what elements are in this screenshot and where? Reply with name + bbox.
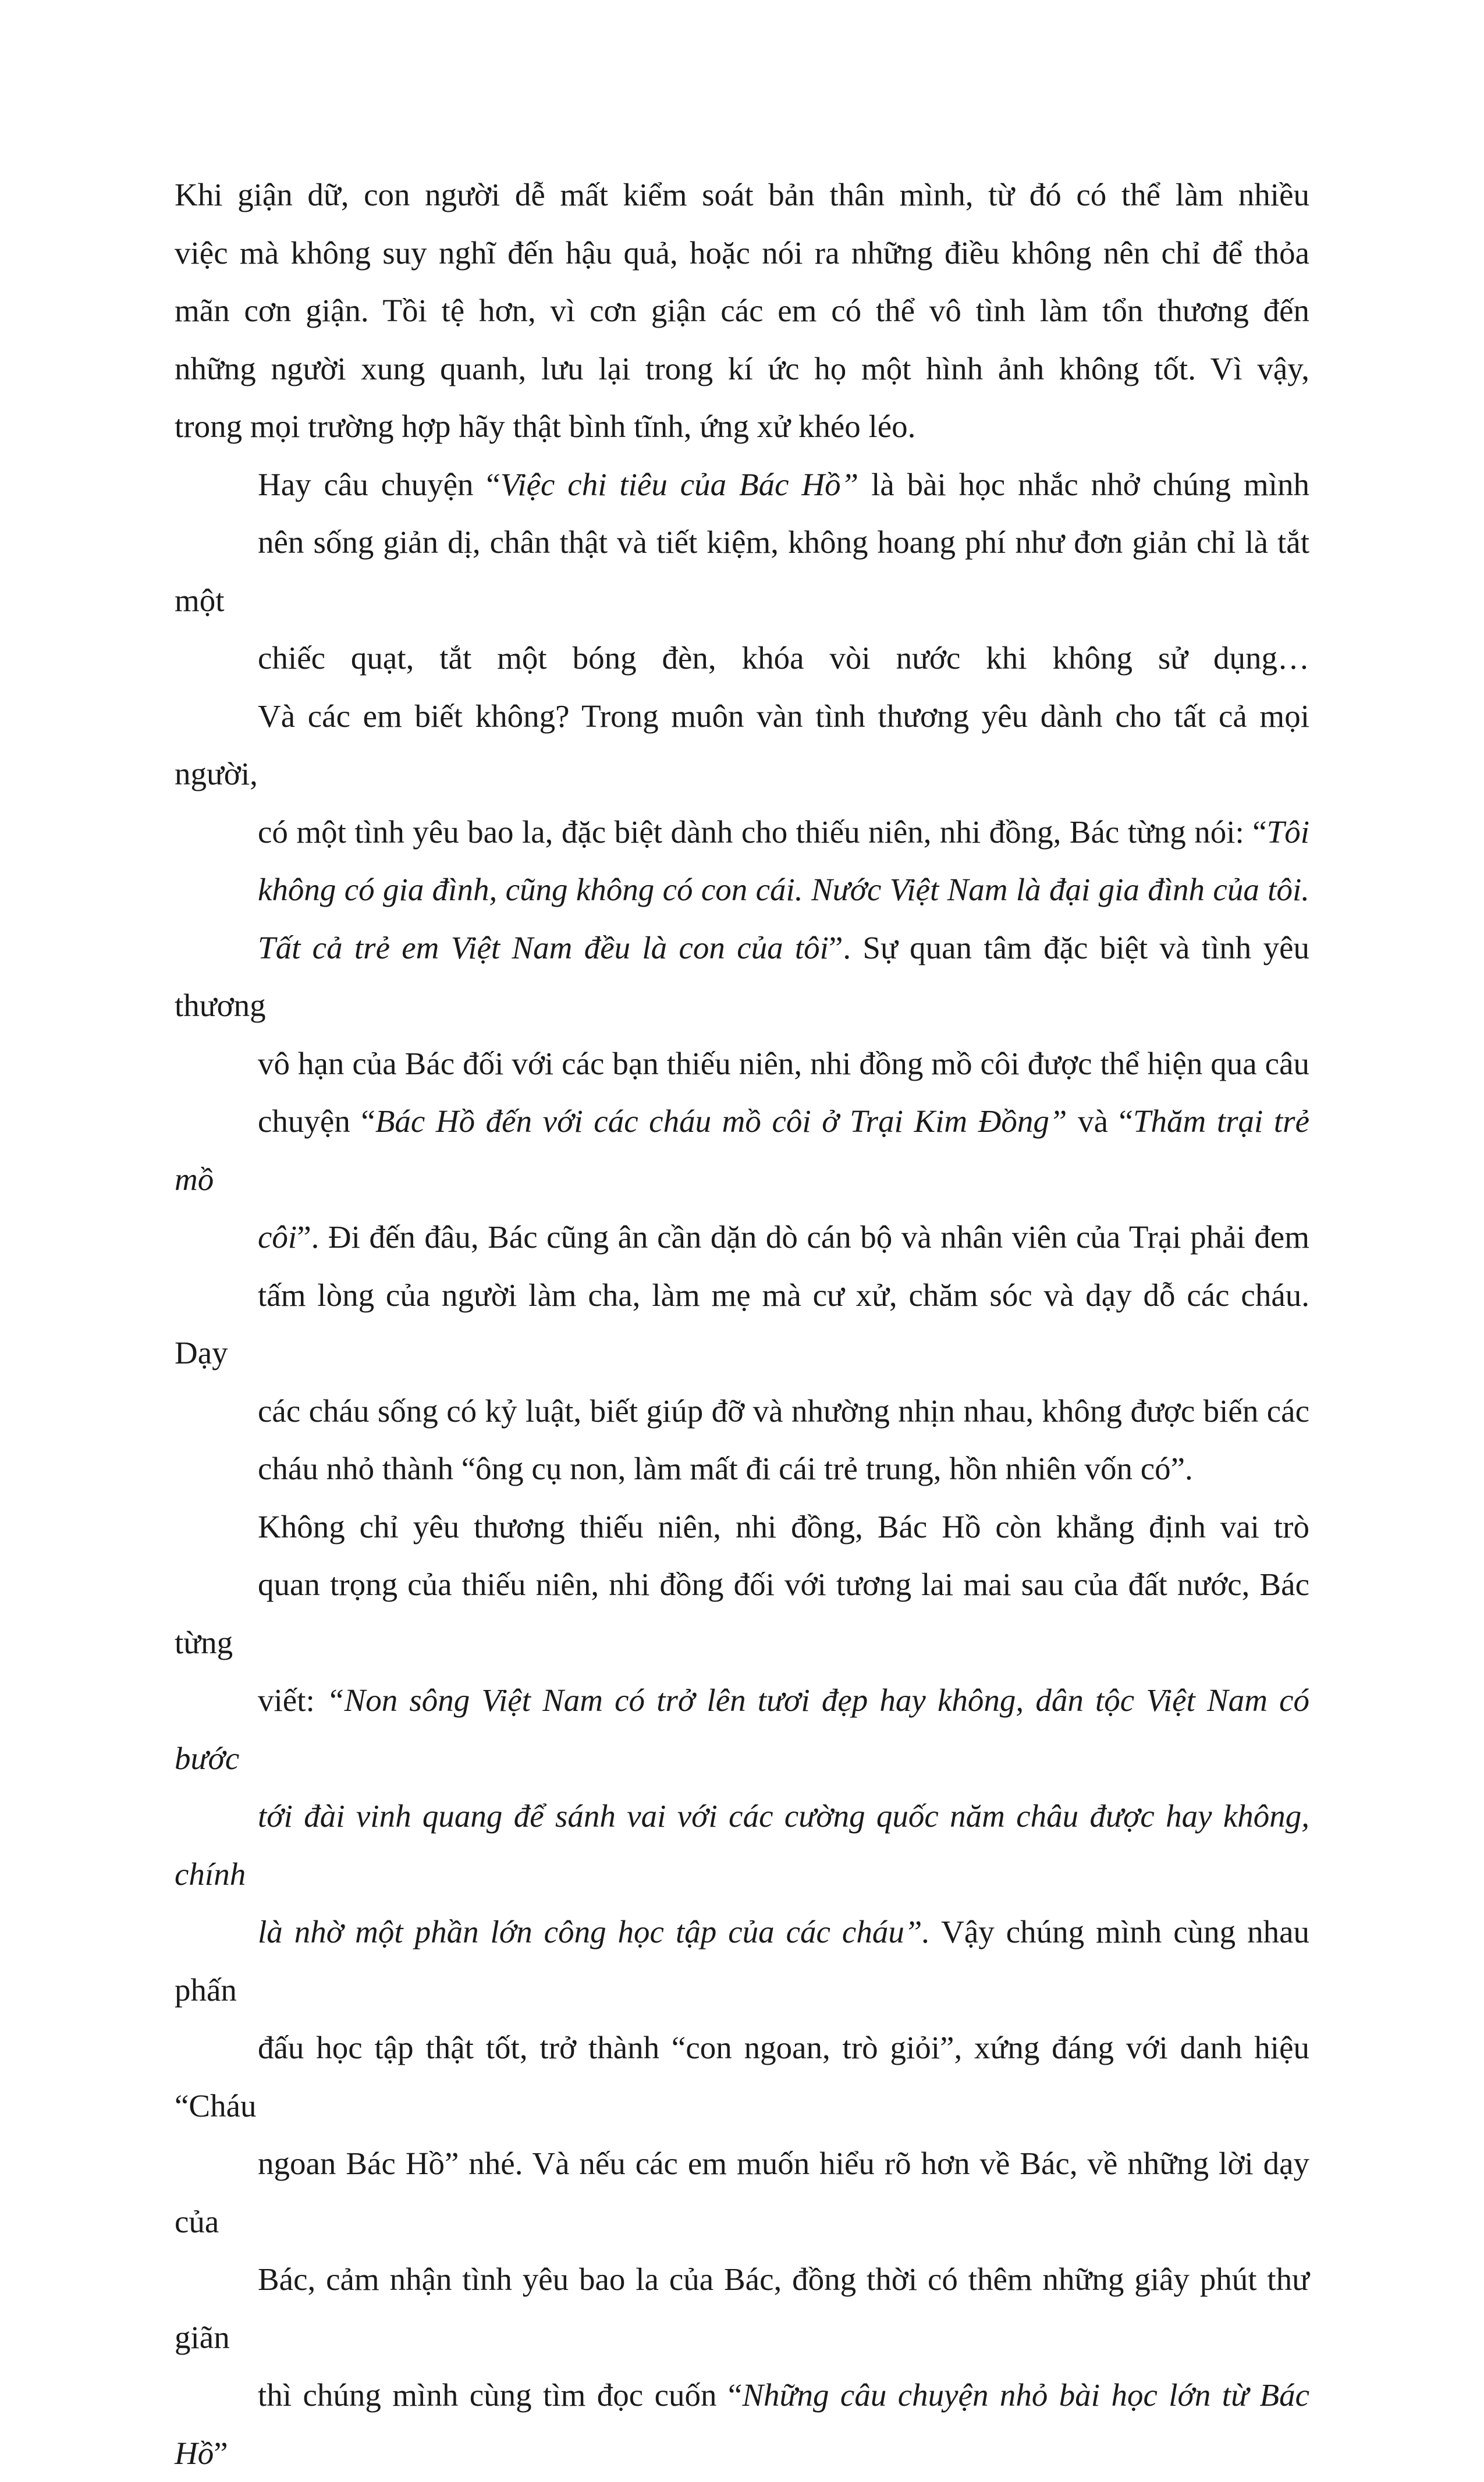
text-segment: nên sống giản dị, chân thật và tiết kiệm, không hoang phí như đơn giản chỉ là tắt một — [175, 524, 1309, 618]
text-segment: Khi giận dữ, con người dễ mất kiểm soát bản thân mình, từ đó có thể làm nhiều — [175, 177, 1309, 212]
text-line — [175, 2250, 1309, 2366]
italic-text: Tôi — [1267, 814, 1309, 850]
text-line — [175, 1556, 1309, 1671]
text-segment: đấu học tập thật tốt, trở thành “con ngoan, trò giỏi”, xứng đáng với danh hiệu “Cháu — [175, 2030, 1309, 2124]
text-segment: Không chỉ yêu thương thiếu niên, nhi đồng, Bác Hồ còn khẳng định vai trò — [258, 1509, 1309, 1544]
text-line — [175, 919, 1309, 1035]
text-segment: viết: — [258, 1682, 326, 1718]
text-line — [175, 2366, 1309, 2482]
italic-text: Những câu chuyện nhỏ bài học lớn từ Bác Hồ — [175, 2377, 1309, 2471]
italic-text: là nhờ một phần lớn công học tập của các cháu”. — [258, 1914, 930, 1950]
text-segment: Hay câu chuyện “ — [258, 467, 500, 502]
text-segment: mãn cơn giận. Tồi tệ hơn, vì cơn giận các em có thể vô tình làm tổn thương đến — [175, 293, 1309, 328]
text-line — [175, 1671, 1309, 1787]
text-segment: là bài học nhắc nhở chúng mình — [858, 467, 1309, 502]
text-line — [175, 1787, 1309, 1903]
text-segment: trong mọi trường hợp hãy thật bình tĩnh, ứng xử khéo léo. — [175, 409, 915, 444]
text-line — [175, 513, 1309, 629]
italic-text: Bác Hồ đến với các cháu mồ côi ở Trại Kim Đồng” — [375, 1103, 1067, 1139]
text-segment: các cháu sống có kỷ luật, biết giúp đỡ và nhường nhịn nhau, không được biến các — [258, 1393, 1309, 1429]
paragraph-spending-and-orphans — [175, 456, 1309, 1498]
text-segment: vô hạn của Bác đối với các bạn thiếu niên, nhi đồng mồ côi được thể hiện qua câu — [258, 1046, 1309, 1081]
text-segment: chuyện “ — [258, 1103, 375, 1139]
text-line — [175, 397, 1309, 456]
text-line — [175, 629, 1309, 687]
document-page — [175, 166, 1309, 2482]
text-line — [175, 282, 1309, 340]
text-line — [175, 1498, 1309, 1556]
text-segment: ” — [214, 2435, 228, 2471]
text-segment: cháu nhỏ thành “ông cụ non, làm mất đi cái trẻ trung, hồn nhiên vốn có”. — [258, 1451, 1193, 1486]
text-segment: ngoan Bác Hồ” nhé. Và nếu các em muốn hiểu rõ hơn về Bác, về những lời dạy của — [175, 2146, 1309, 2239]
text-line — [175, 861, 1309, 919]
text-segment: ”. Đi đến đâu, Bác cũng ân cần dặn dò cán bộ và nhân viên của Trại phải đem — [297, 1219, 1309, 1255]
text-segment: quan trọng của thiếu niên, nhi đồng đối với tương lai mai sau của đất nước, Bác từng — [175, 1567, 1309, 1660]
text-segment: chiếc quạt, tắt một bóng đèn, khóa vòi nước khi không sử dụng… — [258, 640, 1309, 676]
text-line — [175, 456, 1309, 514]
text-segment: thì chúng mình cùng tìm đọc cuốn “ — [258, 2377, 742, 2413]
text-segment: việc mà không suy nghĩ đến hậu quả, hoặc nói ra những điều không nên chỉ để thỏa — [175, 235, 1309, 271]
text-line — [175, 224, 1309, 282]
text-line — [175, 340, 1309, 398]
italic-text: côi — [258, 1219, 297, 1255]
text-line — [175, 1208, 1309, 1266]
italic-text: không có gia đình, cũng không có con cái. Nước Việt Nam là đại gia đình của tôi. — [258, 872, 1309, 907]
text-segment: Và các em biết không? Trong muôn vàn tình thương yêu dành cho tất cả mọi người, — [175, 698, 1309, 792]
text-segment: có một tình yêu bao la, đặc biệt dành cho thiếu niên, nhi đồng, Bác từng nói: “ — [258, 814, 1267, 850]
text-line — [175, 687, 1309, 803]
text-line — [175, 2019, 1309, 2135]
text-line — [175, 166, 1309, 224]
italic-text: Thăm trại trẻ mồ — [175, 1103, 1309, 1197]
italic-text: Tất cả trẻ em Việt Nam đều là con của tôi — [258, 930, 829, 965]
paragraph-role-of-children — [175, 1498, 1309, 2482]
text-line — [175, 1440, 1309, 1498]
text-segment: ”. Sự quan tâm đặc biệt và tình yêu thương — [175, 930, 1309, 1024]
italic-text: tới đài vinh quang để sánh vai với các cường quốc năm châu được hay không, chính — [175, 1798, 1309, 1892]
text-segment: Bác, cảm nhận tình yêu bao la của Bác, đồng thời có thêm những giây phút thư giãn — [175, 2261, 1309, 2355]
text-segment: Vậy chúng mình cùng nhau phấn — [175, 1914, 1309, 2008]
italic-text: Việc chi tiêu của Bác Hồ” — [500, 467, 858, 502]
text-line — [175, 1092, 1309, 1208]
text-segment: những người xung quanh, lưu lại trong kí ức họ một hình ảnh không tốt. Vì vậy, — [175, 351, 1309, 386]
text-line — [175, 1035, 1309, 1093]
italic-text: “Non sông Việt Nam có trở lên tươi đẹp hay không, dân tộc Việt Nam có bước — [175, 1682, 1309, 1776]
text-segment: tấm lòng của người làm cha, làm mẹ mà cư xử, chăm sóc và dạy dỗ các cháu. Dạy — [175, 1277, 1309, 1371]
text-segment: và “ — [1067, 1103, 1133, 1139]
text-line — [175, 1266, 1309, 1382]
text-line — [175, 2135, 1309, 2250]
paragraph-anger — [175, 166, 1309, 456]
text-line — [175, 803, 1309, 861]
text-line — [175, 1382, 1309, 1440]
